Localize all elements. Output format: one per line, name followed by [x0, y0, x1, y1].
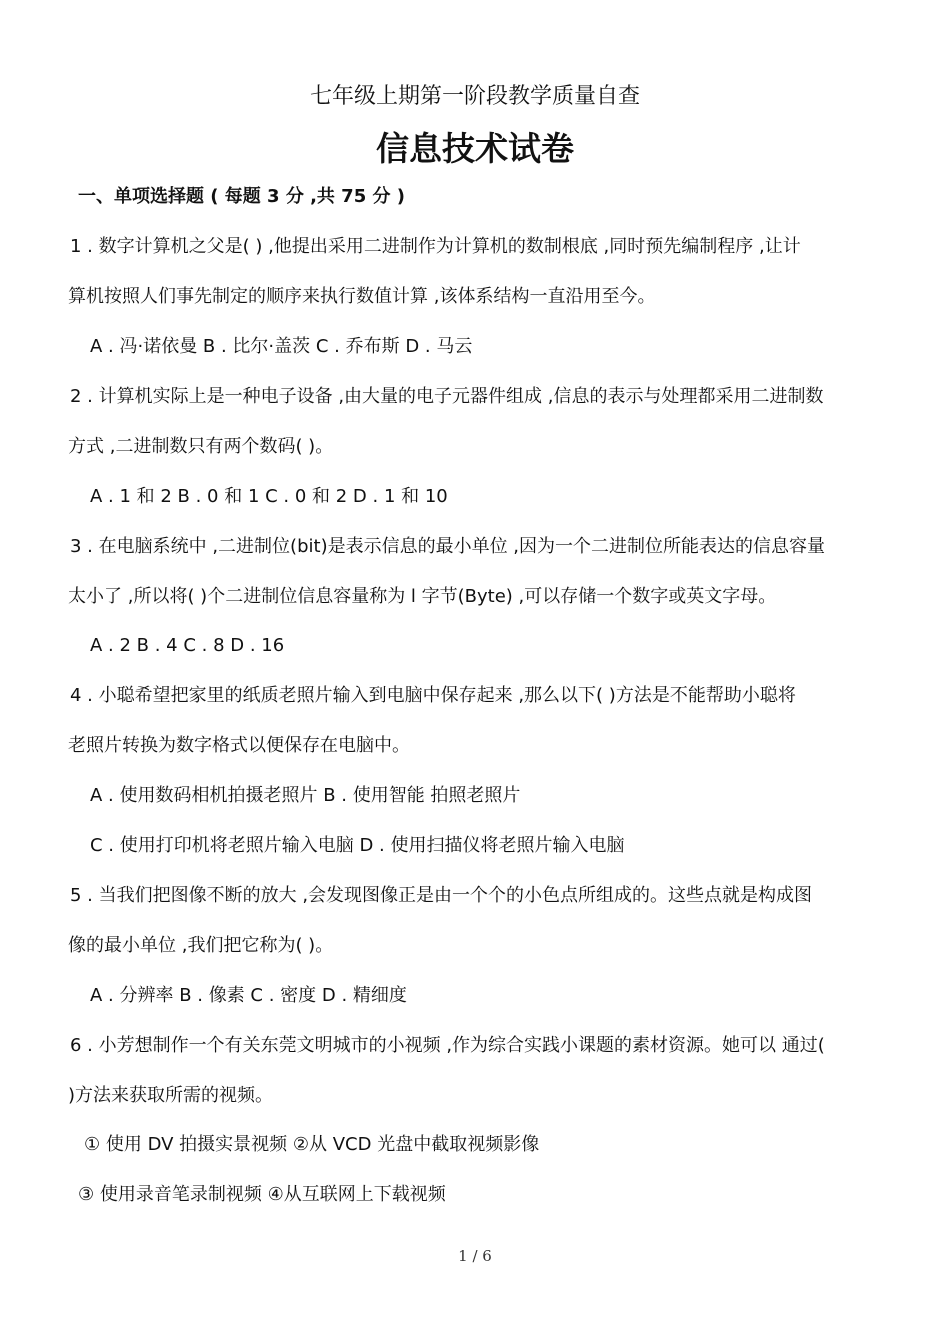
question-3-line-1: 3 . 在电脑系统中 ,二进制位(bit)是表示信息的最小单位 ,因为一个二进制位所能表达的信息容量	[70, 536, 826, 557]
question-4-line-1: 4 . 小聪希望把家里的纸质老照片输入到电脑中保存起来 ,那么以下( )方法是不能帮助小聪将	[70, 685, 796, 706]
question-5-options: A . 分辨率 B . 像素 C . 密度 D . 精细度	[90, 985, 407, 1006]
question-2-options: A . 1 和 2 B . 0 和 1 C . 0 和 2 D . 1 和 10	[90, 486, 448, 507]
question-1-line-1: 1 . 数字计算机之父是( ) ,他提出采用二进制作为计算机的数制根底 ,同时预先编制程序 ,让计	[70, 236, 801, 257]
section-heading: 一、单项选择题 ( 每题 3 分 ,共 75 分 )	[78, 186, 405, 207]
page-number: 1 / 6	[458, 1247, 492, 1265]
question-3-line-2: 太小了 ,所以将( )个二进制位信息容量称为 l 字节(Byte) ,可以存储一个数字或英文字母。	[68, 586, 777, 607]
question-6-options-34: ③ 使用录音笔录制视频 ④从互联网上下载视频	[78, 1184, 446, 1205]
question-2-line-2: 方式 ,二进制数只有两个数码( )。	[68, 436, 334, 457]
question-6-line-2: )方法来获取所需的视频。	[68, 1085, 274, 1106]
question-5-line-1: 5 . 当我们把图像不断的放大 ,会发现图像正是由一个个的小色点所组成的。这些点就是构成图	[70, 885, 813, 906]
question-1-options: A . 冯·诺依曼 B . 比尔·盖茨 C . 乔布斯 D . 马云	[90, 336, 473, 357]
question-6-line-1: 6 . 小芳想制作一个有关东莞文明城市的小视频 ,作为综合实践小课题的素材资源。她可以 通过(	[70, 1035, 825, 1056]
exam-subtitle: 七年级上期第一阶段教学质量自查	[309, 84, 640, 109]
question-3-options: A . 2 B . 4 C . 8 D . 16	[90, 635, 285, 656]
exam-title: 信息技术试卷	[376, 129, 574, 168]
question-1-line-2: 算机按照人们事先制定的顺序来执行数值计算 ,该体系结构一直沿用至今。	[68, 286, 656, 307]
question-4-line-2: 老照片转换为数字格式以便保存在电脑中。	[68, 735, 410, 756]
question-6-options-12: ① 使用 DV 拍摄实景视频 ②从 VCD 光盘中截取视频影像	[84, 1134, 540, 1155]
question-5-line-2: 像的最小单位 ,我们把它称为( )。	[68, 935, 334, 956]
question-4-options-ab: A . 使用数码相机拍摄老照片 B . 使用智能 拍照老照片	[90, 785, 521, 806]
question-4-options-cd: C . 使用打印机将老照片输入电脑 D . 使用扫描仪将老照片输入电脑	[90, 835, 625, 856]
question-2-line-1: 2 . 计算机实际上是一种电子设备 ,由大量的电子元器件组成 ,信息的表示与处理都采用二进制数	[70, 386, 824, 407]
